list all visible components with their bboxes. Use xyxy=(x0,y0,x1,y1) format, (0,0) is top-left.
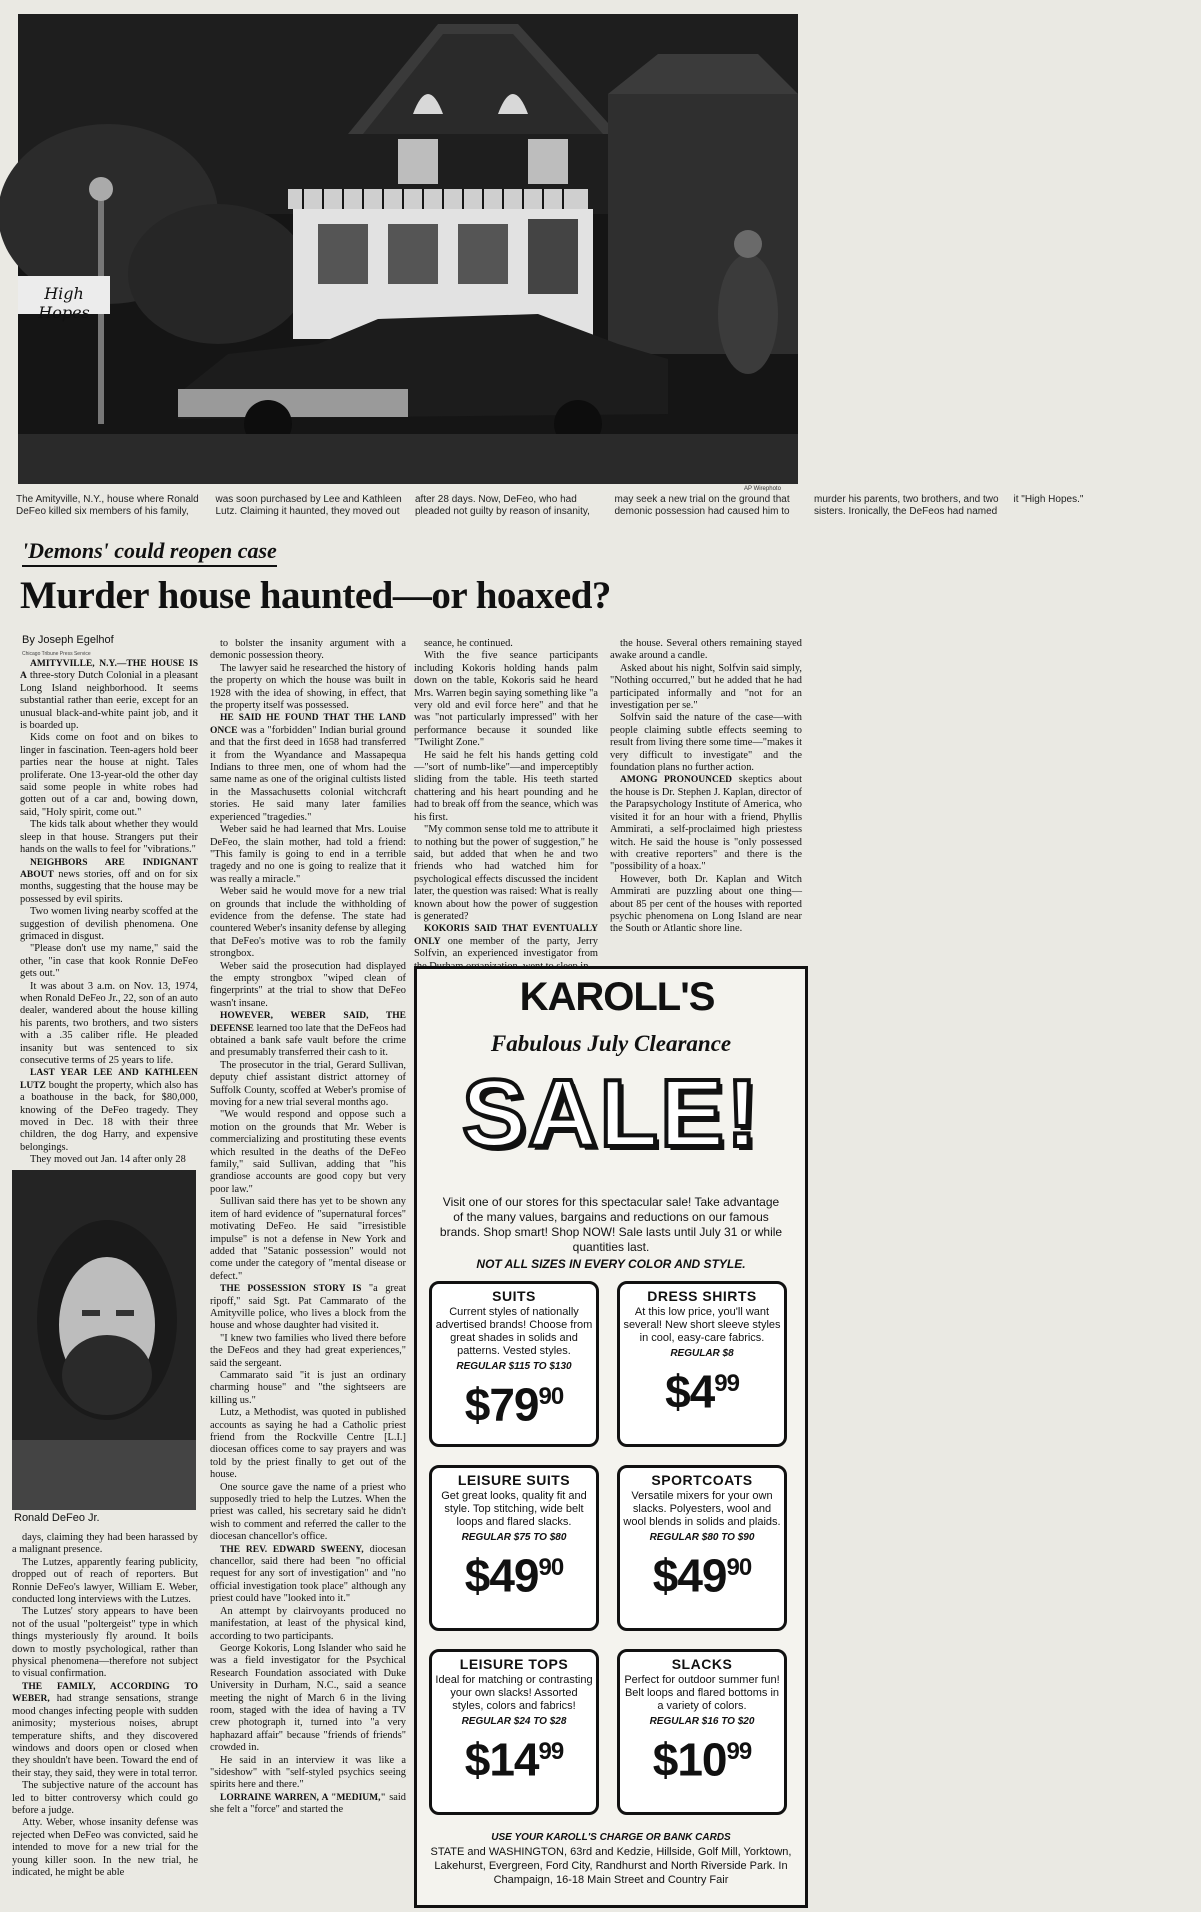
article-paragraph xyxy=(210,1606,406,1643)
ad-item-desc: Ideal for matching or contrasting your own slacks! Assorted styles, colors and fabrics! xyxy=(435,1674,593,1712)
headline: Murder house haunted—or hoaxed? xyxy=(20,574,611,617)
house-photo xyxy=(18,14,798,484)
paragraph-lede: HE SAID HE FOUND THAT THE LAND ONCE xyxy=(210,713,406,736)
ad-item-price-cents: 99 xyxy=(726,1738,752,1765)
ad-item-price xyxy=(435,1543,593,1600)
news-service: Chicago Tribune Press Service xyxy=(22,651,91,657)
article-paragraph xyxy=(210,1755,406,1792)
paragraph-text: days, claiming they had been harassed by a malignant presence. xyxy=(12,1532,198,1556)
article-paragraph xyxy=(414,824,598,923)
article-paragraph xyxy=(20,981,198,1068)
ad-item-desc: Perfect for outdoor summer fun! Belt loops and flared bottoms in a variety of colors. xyxy=(624,1674,780,1712)
ad-footer xyxy=(425,1831,797,1887)
article-paragraph xyxy=(12,1780,198,1817)
ad-item-desc: Get great looks, quality fit and style. Top stitching, wide belt loops and flared slacks. xyxy=(441,1490,587,1528)
ad-subhead: Fabulous July Clearance xyxy=(490,1031,732,1056)
article-paragraph xyxy=(20,857,198,907)
paragraph-text: seance, he continued. xyxy=(424,638,513,649)
article-paragraph xyxy=(210,1060,406,1110)
ad-item-suits xyxy=(429,1281,599,1447)
ad-item-desc: Current styles of nationally advertised brands! Choose from great shades in solids and patterns. Vested styles. xyxy=(435,1306,593,1357)
paragraph-text: The kids talk about whether they would sleep in that house. Strangers put their hands on the walls to feel for "vibrations." xyxy=(20,819,198,856)
paragraph-text: The lawyer said he researched the history of the property on which the house was built in 1928 with the idea of showing, in effect, that the property itself was possessed. xyxy=(210,662,406,712)
paragraph-lede: LORRAINE WARREN, A "MEDIUM," xyxy=(220,1792,386,1803)
paragraph-text: One source gave the name of a priest who supposedly tried to help the Lutzes. When the priest was called, his secretary said he didn't wish to comment and referred the caller to the diocesan chancellor's office. xyxy=(210,1481,406,1543)
paragraph-lede: THE FAMILY, ACCORDING TO WEBER, xyxy=(12,1681,198,1705)
paragraph-text: The Lutzes, apparently fearing publicity, dropped out of reach of reporters. But Ronnie DeFeo's lawyer, William E. Weber, conducted long interviews with the Lutzes. xyxy=(12,1556,198,1606)
paragraph-text: However, both Dr. Kaplan and Witch Ammirati are puzzling about one thing—about 85 per cent of the houses with reported psychic phenomena on Long Island are near the South or Atlantic shore line. xyxy=(610,873,802,935)
paragraph-text: the house. Several others remaining stayed awake around a candle. xyxy=(610,638,802,662)
ad-item-regular: REGULAR $75 TO $80 xyxy=(461,1532,567,1543)
portrait-illustration xyxy=(12,1170,196,1510)
ad-item-title: SUITS xyxy=(492,1288,536,1304)
article-paragraph xyxy=(210,961,406,1011)
paragraph-text: three-story Dutch Colonial in a pleasant Long Island neighborhood. It seems substantial rather than eerie, except for an unusual black-and-white paint job, and it is boarded up. xyxy=(20,670,198,732)
column-3 xyxy=(414,638,598,960)
karolls-ad xyxy=(414,966,808,1908)
article-paragraph xyxy=(210,886,406,960)
article-paragraph xyxy=(210,1407,406,1481)
article-paragraph xyxy=(20,943,198,980)
ad-item-title: LEISURE TOPS xyxy=(459,1656,569,1672)
house-illustration xyxy=(18,14,798,484)
ad-item-regular: REGULAR $24 TO $28 xyxy=(461,1716,567,1727)
article-paragraph xyxy=(20,732,198,819)
ad-item-price xyxy=(623,1727,781,1784)
paragraph-text: Solfvin said the nature of the case—with people claiming subtle effects seeming to result from living there some time—"makes it very difficult to investigate" and the foundation plans no further action. xyxy=(610,712,802,774)
paragraph-text: They moved out Jan. 14 after only 28 xyxy=(30,1154,186,1166)
ad-item-price xyxy=(435,1372,593,1429)
article-paragraph xyxy=(12,1606,198,1680)
article-paragraph xyxy=(210,1544,406,1606)
ad-item-price-cents: 90 xyxy=(538,1554,564,1581)
portrait-photo xyxy=(12,1170,196,1510)
article-paragraph xyxy=(610,774,802,873)
paragraph-text: Two women living nearby scoffed at the suggestion of devilish phenomena. One grimaced in disgust. xyxy=(20,906,198,942)
paragraph-lede: THE POSSESSION STORY IS xyxy=(220,1284,362,1295)
article-paragraph xyxy=(210,1370,406,1407)
ad-item-desc: Versatile mixers for your own slacks. Polyesters, wool and wool blends in solids and plaids. xyxy=(623,1490,781,1528)
paragraph-text: "My common sense told me to attribute it to nothing but the power of suggestion," he said, but added that when he and two friends who had watched him for psychological effects discussed the incident later, the question was raised: What is really known about how the power of suggestion is generated? xyxy=(414,824,598,922)
paragraph-text: George Kokoris, Long Islander who said he was a field investigator for the Psychical Research Foundation associated with Duke University in Durham, N.C., said a seance meeting the night of March 6 in the living room, staged with the idea of having a TV crew photograph it, turned into "a very haphazard affair" because "friends of friends" crowded in. xyxy=(210,1642,406,1754)
article-paragraph xyxy=(210,1482,406,1544)
paragraph-text: had strange sensations, strange mood changes infecting people with sudden animosity; mysterious noises, abrupt temperature shifts, and they discovered windows and doors open or closed when they shouldn't have been. Toward the end of their stay, they said, they were in total terror. xyxy=(12,1693,198,1779)
ad-item-price-cents: 90 xyxy=(726,1554,752,1581)
paragraph-text: said she felt a "force" and started the xyxy=(210,1791,406,1816)
paragraph-text: The Lutzes' story appears to have been not of the usual "poltergeist" type in which things mysteriously fly around. It boils down to mostly psychological, rather than physical phenomena—therefore not subject to visual confirmation. xyxy=(12,1606,198,1680)
photo-sign-text: High Hopes xyxy=(38,284,90,322)
paragraph-text: skeptics about the house is Dr. Stephen J. Kaplan, director of the Parapsychology Institute of America, who visited it for an hour with a friend, Phyllis Ammirati, a self-proclaimed high priestess witch. He said the house is "only possessed with creative reporters" and there is the "possibility of a hoax." xyxy=(610,774,802,873)
article-paragraph xyxy=(12,1817,198,1879)
article-paragraph xyxy=(610,712,802,774)
paragraph-text: With the five seance participants including Kokoris holding hands palm down on the table, Kokoris said he heard Mrs. Warren begin saying something like "a very old and evil force here" and that he was "not particularly impressed" with her performance because it sounded like "Twilight Zone." xyxy=(414,650,598,749)
article-paragraph xyxy=(210,638,406,663)
ad-item-price-dollars: $49 xyxy=(652,1549,727,1602)
paragraph-text: It was about 3 a.m. on Nov. 13, 1974, when Ronald DeFeo Jr., 22, son of an auto dealer, wandered about the house killing his parents, two brothers, and two sisters with a .35 caliber rifle. He pleaded insanity but was sentenced to six consecutive terms of 25 years to life. xyxy=(20,980,198,1066)
paragraph-text: Sullivan said there has yet to be shown any item of hard evidence of "supernatural forces" motivating DeFeo. He said "irresistible impulse" is not a defense in New York and added that "Satanic possession" would not come under the category of "mental disease or defect." xyxy=(210,1196,406,1282)
article-paragraph xyxy=(12,1557,198,1607)
article-paragraph xyxy=(210,712,406,824)
ad-footer-head: USE YOUR KAROLL'S CHARGE OR BANK CARDS xyxy=(491,1832,731,1843)
article-paragraph xyxy=(210,1643,406,1755)
paragraph-text: Kids come on foot and on bikes to linger in fascination. Teen-agers hold beer parties near the house at night. Tales proliferate. One 13-year-old the other day said some people in white robes had gotten out of a car and, bowing down, said, "Holy spirit, come out." xyxy=(20,732,198,818)
ad-item-title: SLACKS xyxy=(671,1656,733,1672)
article-paragraph xyxy=(210,1333,406,1370)
paragraph-text: The prosecutor in the trial, Gerard Sullivan, deputy chief assistant district attorney of Suffolk County, scoffed at Weber's promise of moving for a new trial several months ago. xyxy=(210,1059,406,1109)
paragraph-lede: AMITYVILLE, N.Y.—THE HOUSE IS A xyxy=(20,659,198,682)
article-paragraph xyxy=(210,663,406,713)
article-paragraph xyxy=(210,1109,406,1196)
ad-item-price-dollars: $49 xyxy=(464,1549,539,1602)
ad-item-price-cents: 99 xyxy=(714,1370,739,1397)
ad-item-leisure-suits xyxy=(429,1465,599,1631)
photo-caption: The Amityville, N.Y., house where Ronald DeFeo killed six members of his family, was soon purchased by Lee and Kathleen Lutz. Claiming it haunted, they moved out after 28 days. Now, DeFeo, who had pleaded not guilty by reason of insanity, may seek a new trial on the ground that demonic possession had caused him to murder his parents, two brothers, and two sisters. Ironically, the DeFeos had named it "High Hopes." xyxy=(16,494,1084,517)
column-1-top xyxy=(20,658,198,1168)
ad-item-price-dollars: $10 xyxy=(652,1733,727,1786)
article-paragraph xyxy=(610,638,802,663)
article-paragraph xyxy=(610,663,802,713)
paragraph-text: The subjective nature of the account has led to bitter controversy which could go before a judge. xyxy=(12,1780,198,1816)
paragraph-lede: LAST YEAR LEE AND KATHLEEN LUTZ xyxy=(20,1068,198,1091)
paragraph-lede: THE REV. EDWARD SWEENY, xyxy=(220,1544,364,1555)
ad-item-title: DRESS SHIRTS xyxy=(647,1288,757,1304)
ad-item-slacks xyxy=(617,1649,787,1815)
ad-intro: Visit one of our stores for this spectacular sale! Take advantage of the many values, bargains and reductions on our famous brands. Shop smart! Shop NOW! Sale lasts until July 31 or while quantities last. xyxy=(439,1195,783,1254)
kicker: 'Demons' could reopen case xyxy=(22,538,277,567)
ad-footer-stores: STATE and WASHINGTON, 63rd and Kedzie, Hillside, Golf Mill, Yorktown, Lakehurst, Evergreen, Ford City, Randhurst and North Riverside Park. In Champaign, 16-18 Main Street and Country Fair xyxy=(430,1846,792,1886)
paragraph-text: Cammarato said "it is just an ordinary charming house" and "the sightseers are killing us." xyxy=(210,1369,406,1406)
ad-item-price-dollars: $79 xyxy=(464,1378,539,1431)
article-paragraph xyxy=(414,638,598,650)
ad-item-regular: REGULAR $16 TO $20 xyxy=(649,1716,755,1727)
paragraph-text: diocesan chancellor, said there had been "no official request for any sort of investigation" and "no official investigation took place" although any priest could have "looked into it." xyxy=(210,1543,406,1605)
ad-item-title: LEISURE SUITS xyxy=(457,1472,571,1488)
ad-not-all: NOT ALL SIZES IN EVERY COLOR AND STYLE. xyxy=(476,1257,746,1271)
ad-item-regular: REGULAR $8 xyxy=(670,1348,734,1359)
ad-item-price-dollars: $4 xyxy=(665,1365,715,1418)
paragraph-text: An attempt by clairvoyants produced no manifestation, at least of the physical kind, according to two participants. xyxy=(210,1605,406,1642)
portrait-caption: Ronald DeFeo Jr. xyxy=(14,1512,100,1524)
paragraph-text: Lutz, a Methodist, was quoted in published accounts as saying he had a Catholic priest friend from the Rockville Centre [L.I.] diocesan offices come to say prayers and was told by the priest finally to get out of the house. xyxy=(210,1407,406,1481)
article-paragraph xyxy=(20,906,198,943)
article-paragraph xyxy=(20,1067,198,1154)
ad-brand: KAROLL'S xyxy=(519,975,715,1019)
paragraph-text: "Please don't use my name," said the other, "in case that kook Ronnie DeFeo gets out." xyxy=(20,943,198,980)
article-paragraph xyxy=(210,1196,406,1283)
paragraph-lede: AMONG PRONOUNCED xyxy=(620,775,733,786)
paragraph-text: one member of the party, Jerry Solfvin, an experienced investigator from xyxy=(414,935,598,960)
paragraph-text: He said he felt his hands getting cold —"sort of numb-like"—and imperceptibly sliding from the table. His teeth started chattering and his heart pounding and he had to break off from the seance, which was his first. xyxy=(414,749,598,823)
paragraph-text: Weber said the prosecution had displayed the empty strongbox "wiped clean of fingerprints" at the trial to show that DeFeo wasn't insane. xyxy=(210,960,406,1009)
article-paragraph xyxy=(12,1681,198,1780)
paragraph-lede: HOWEVER, WEBER SAID, THE DEFENSE xyxy=(210,1011,406,1034)
ad-sale: SALE! xyxy=(462,1060,760,1167)
ad-item-price-dollars: $14 xyxy=(464,1733,539,1786)
paragraph-text: Atty. Weber, whose insanity defense was rejected when DeFeo was convicted, said he intended to move for a new trial for the young killer soon. In the new trial, he indicated, he might be able xyxy=(12,1817,198,1878)
article-paragraph xyxy=(12,1532,198,1557)
paragraph-text: to bolster the insanity argument with a demonic possession theory. xyxy=(210,638,406,662)
column-2 xyxy=(210,638,406,1904)
article-paragraph xyxy=(414,750,598,824)
paragraph-text: "I knew two families who lived there before the DeFeos and they had great experiences," said the sergeant. xyxy=(210,1332,406,1369)
paragraph-text: "a great ripoff," said Sgt. Pat Cammarato of the Amityville police, who lives a block from the house and whose daughter had visited it. xyxy=(210,1283,406,1332)
ad-item-price-cents: 90 xyxy=(538,1383,564,1410)
paragraph-text: was a "forbidden" Indian burial ground and that the first deed in 1658 had transferred it from the Wyandance and Massapequa Indians to three men, one of whom had the same name as one of the original cultists listed in the Massachusetts colonial witchcraft stories. He said many later families experienced "tragedies." xyxy=(210,724,406,823)
paragraph-text: Weber said he would move for a new trial on grounds that include the withholding of evidence from the defense. The state had countered Weber's insanity defense by alleging that DeFeo's motive was to rob the family strongbox. xyxy=(210,886,406,960)
ad-item-price-cents: 99 xyxy=(538,1738,564,1765)
article-paragraph xyxy=(210,1283,406,1333)
article-paragraph xyxy=(20,819,198,856)
ad-item-price xyxy=(623,1359,781,1416)
byline: By Joseph Egelhof xyxy=(22,634,114,646)
paragraph-text: He said in an interview it was like a "sideshow" with "self-styled psychics seeing spirits here and there." xyxy=(210,1754,406,1791)
ad-item-regular: REGULAR $80 TO $90 xyxy=(649,1532,755,1543)
paragraph-text: Asked about his night, Solfvin said simply, "Nothing occurred," but he added that he had participated informally and "not for an investigation per se." xyxy=(610,662,802,712)
ad-item-price xyxy=(435,1727,593,1784)
paragraph-lede: KOKORIS SAID THAT EVENTUALLY ONLY xyxy=(414,924,598,947)
paragraph-text: bought the property, which also has a boathouse in the back, for $80,000, knowing of the DeFeo tragedy. They moved in Dec. 18 with their three children, the dog Harry, and expensive belongings. xyxy=(20,1079,198,1153)
article-paragraph xyxy=(20,658,198,732)
paragraph-text: learned too late that the DeFeos had obtained a bank safe vault before the crime and presumably transferred their cash to it. xyxy=(210,1022,406,1059)
ad-item-dress-shirts xyxy=(617,1281,787,1447)
article-paragraph xyxy=(210,824,406,886)
article-paragraph xyxy=(210,1010,406,1060)
paragraph-text: news stories, off and on for six months, suggesting that the house may be possessed by evil spirits. xyxy=(20,868,198,905)
photo-credit: AP Wirephoto xyxy=(744,486,781,492)
ad-item-sportcoats xyxy=(617,1465,787,1631)
ad-item-regular: REGULAR $115 TO $130 xyxy=(456,1361,572,1372)
ad-item-title: SPORTCOATS xyxy=(651,1472,753,1488)
ad-item-leisure-tops xyxy=(429,1649,599,1815)
column-4 xyxy=(610,638,802,956)
ad-item-desc: At this low price, you'll want several! New short sleeve styles in cool, easy-care fabrics. xyxy=(623,1306,781,1344)
paragraph-text: "We would respond and oppose such a motion on the grounds that Mr. Weber is commercializing and prostituting these events which resulted in the deaths of the DeFeo family," said Sullivan, adding that "his grandiose accounts are good copy but very poor law." xyxy=(210,1109,406,1195)
column-1-bottom xyxy=(12,1532,198,1904)
article-paragraph xyxy=(210,1792,406,1817)
paragraph-text: Weber said he had learned that Mrs. Louise DeFeo, the slain mother, had told a friend: "This family is going to end in a terrible tragedy and no one is going to realize that it was really a miracle." xyxy=(210,824,406,885)
paragraph-lede: NEIGHBORS ARE INDIGNANT ABOUT xyxy=(20,857,198,880)
article-paragraph xyxy=(414,650,598,749)
article-paragraph xyxy=(610,874,802,936)
ad-item-price xyxy=(623,1543,781,1600)
article-paragraph xyxy=(20,1154,198,1166)
